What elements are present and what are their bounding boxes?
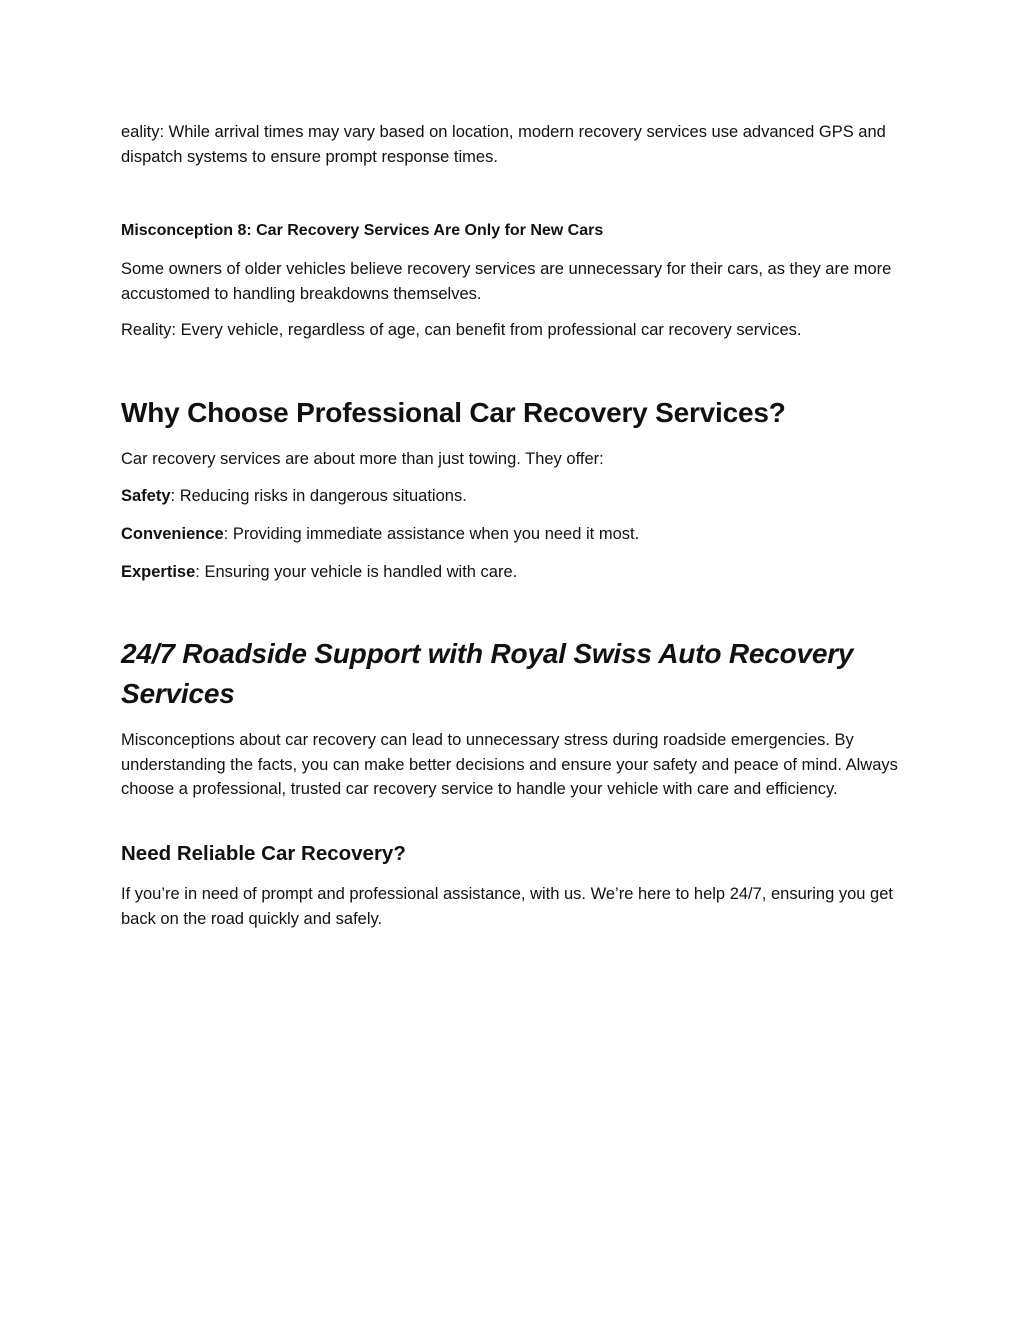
benefit-term: Safety	[121, 487, 171, 505]
support-body: Misconceptions about car recovery can lead to unnecessary stress during roadside emergencies. By understanding the facts, you can make better decisions and ensure your safety and peace of mind. Always choose a professional, trusted car recovery service to handle your vehicle with care and efficiency.	[121, 731, 898, 798]
benefit-desc: : Providing immediate assistance when you need it most.	[223, 525, 640, 543]
why-choose-intro: Car recovery services are about more than just towing. They offer:	[121, 450, 604, 468]
benefit-item-safety	[121, 484, 911, 509]
benefit-desc: : Ensuring your vehicle is handled with care.	[195, 563, 518, 581]
misconception-8-heading: Misconception 8: Car Recovery Services Are Only for New Cars	[121, 222, 604, 239]
misconception-8-reality: Reality: Every vehicle, regardless of age, can benefit from professional car recovery services.	[121, 321, 802, 339]
intro-reality-paragraph: eality: While arrival times may vary based on location, modern recovery services use advanced GPS and dispatch systems to ensure prompt response times.	[121, 123, 886, 166]
misconception-8-body: Some owners of older vehicles believe recovery services are unnecessary for their cars, as they are more accustomed to handling breakdowns themselves.	[121, 260, 892, 303]
need-heading: Need Reliable Car Recovery?	[121, 842, 406, 865]
support-heading: 24/7 Roadside Support with Royal Swiss Auto Recovery Services	[121, 638, 854, 709]
benefit-term: Expertise	[121, 563, 196, 581]
benefit-item-convenience	[121, 522, 911, 547]
benefit-desc: : Reducing risks in dangerous situations.	[170, 487, 467, 505]
benefit-item-expertise	[121, 560, 911, 585]
need-body: If you’re in need of prompt and professional assistance, with us. We’re here to help 24/7, ensuring you get back on the road quickly and safely.	[121, 885, 893, 928]
benefit-term: Convenience	[121, 525, 224, 543]
why-choose-heading: Why Choose Professional Car Recovery Services?	[121, 397, 786, 428]
